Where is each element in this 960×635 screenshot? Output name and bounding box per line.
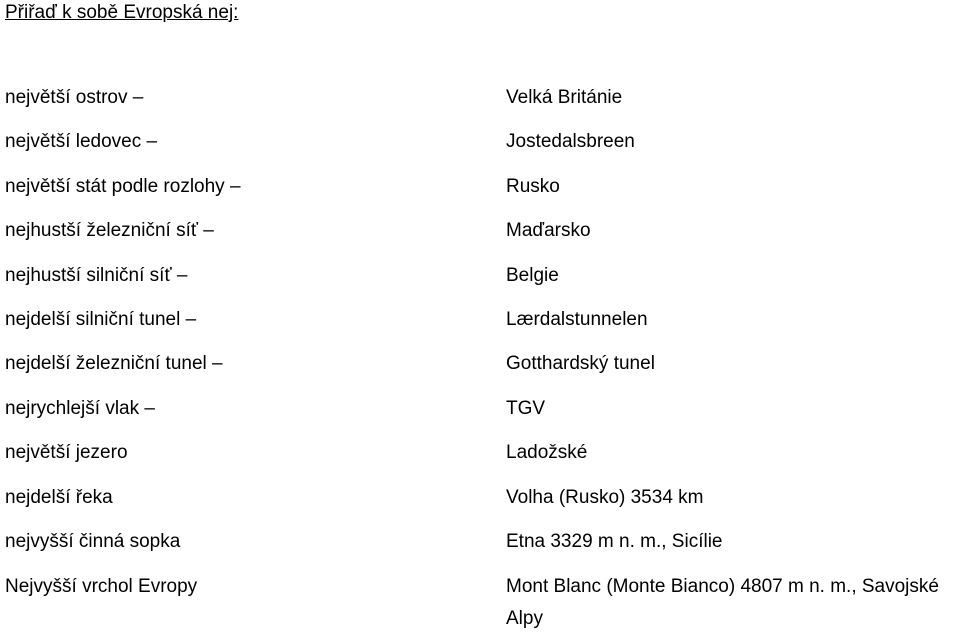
right-item: Maďarsko xyxy=(506,220,591,241)
right-item: Gotthardský tunel xyxy=(506,353,655,374)
left-item: Nejvyšší vrchol Evropy xyxy=(5,576,198,597)
left-item: nejhustší silniční síť – xyxy=(5,265,188,286)
left-item: největší ostrov – xyxy=(5,87,144,108)
right-item: TGV xyxy=(506,398,546,419)
right-item: Mont Blanc (Monte Bianco) 4807 m n. m., Savojské Alpy xyxy=(506,576,939,629)
right-item: Ladožské xyxy=(506,442,588,463)
left-item: největší jezero xyxy=(5,442,128,463)
right-item: Rusko xyxy=(506,176,560,197)
left-item: nejdelší železniční tunel – xyxy=(5,353,223,374)
right-item: Lærdalstunnelen xyxy=(506,309,648,330)
left-item: nejdelší silniční tunel – xyxy=(5,309,197,330)
right-item: Jostedalsbreen xyxy=(506,131,635,152)
left-item: největší stát podle rozlohy – xyxy=(5,176,241,197)
left-item: nejdelší řeka xyxy=(5,487,113,508)
left-item: nejrychlejší vlak – xyxy=(5,398,155,419)
page-title: Přiřaď k sobě Evropská nej: xyxy=(5,2,239,23)
right-item: Volha (Rusko) 3534 km xyxy=(506,487,704,508)
right-item: Etna 3329 m n. m., Sicílie xyxy=(506,531,723,552)
left-item: nejvyšší činná sopka xyxy=(5,531,181,552)
left-item: největší ledovec – xyxy=(5,131,158,152)
left-item: nejhustší železniční síť – xyxy=(5,220,214,241)
right-item: Velká Británie xyxy=(506,87,623,108)
right-item: Belgie xyxy=(506,265,559,286)
